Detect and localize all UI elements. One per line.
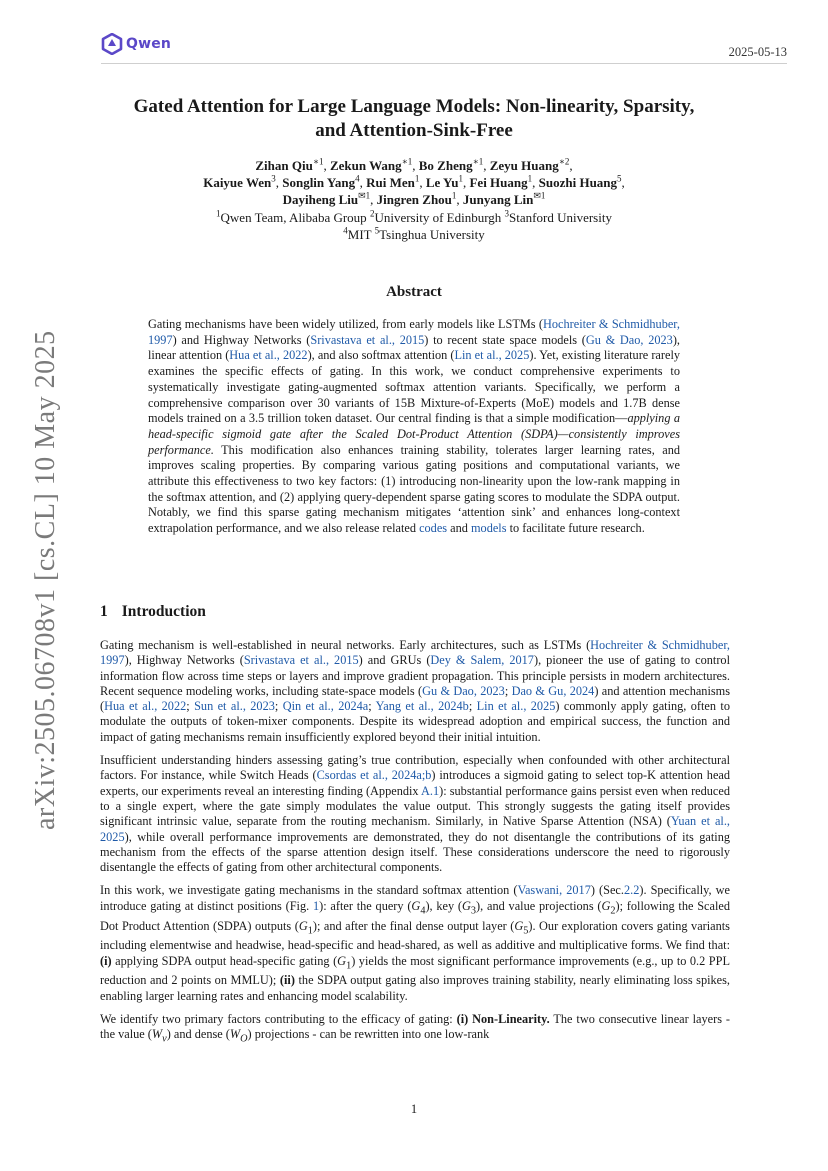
abstract-body: Gating mechanisms have been widely utilized, from early models like LSTMs (Hochreiter & Schmidhuber, 1997) and Highway Networks (Srivastava et al., 2015) to recent state space models (Gu & Dao, 2023), linear attention (Hua et al., 2022), and also softmax attention (Lin et al., 2025). Yet, existing literature rarely examines the specific effects of gating. In this work, we conduct comprehensive experiments to systematically investigate gating-augmented softmax attention variants. Specifically, we perform a comprehensive comparison over 30 variants of 15B Mixture-of-Experts (MoE) models and 1.7B dense models trained on a 3.5 trillion token dataset. Our central finding is that a simple modification—applying a head-specific sigmoid gate after the Scaled Dot-Product Attention (SDPA)—consistently improves performance. This modification also enhances training stability, tolerates larger learning rates, and improves scaling properties. By comparing various gating positions and computational variants, we attribute this effectiveness to two key factors: (1) introducing non-linearity upon the low-rank mapping in the softmax attention, and (2) applying query-dependent sparse gating scores to modulate the SDPA output. Notably, we find this sparse gating mechanism mitigates ‘attention sink’ and enhances long-context extrapolation performance, and we also release related codes and models to facilitate future research. [148, 317, 681, 536]
date: 2025-05-13 [728, 45, 787, 59]
citation-link[interactable]: Vaswani, 2017 [517, 883, 591, 898]
paragraph: Insufficient understanding hinders assessing gating’s true contribution, especially when confounded with other architectural factors. For instance, while Switch Heads (Csordas et al., 2024a;b) introduces a sigmoid gating to select top-K attention head experts, our experiments reveal an interesting finding (Appendix A.1): substantial performance gains persist even when reduced to a single expert, where the gate simply modulates the value output. This strongly suggests the gating itself provides significant intrinsic value, separate from the routing mechanism. Similarly, in Native Sparse Attention (NSA) (Yuan et al., 2025), while overall performance improvements are demonstrated, they do not disentangle the contributions of its gating mechanism from the effects of the sparse attention design itself. These considerations underscore the need to rigorously disentangle the effects of gating from other architectural components. [100, 753, 731, 875]
paragraph: Gating mechanism is well-established in neural networks. Early architectures, such as LSTMs (Hochreiter & Schmidhuber, 1997), Highway Networks (Srivastava et al., 2015) and GRUs (Dey & Salem, 2017), pioneer the use of gating to control information flow across time steps or layers and improve gradient propagation. This principle persists in modern architectures. Recent sequence modeling works, including state-space models (Gu & Dao, 2023; Dao & Gu, 2024) and attention mechanisms (Hua et al., 2022; Sun et al., 2023; Qin et al., 2024a; Yang et al., 2024b; Lin et al., 2025) commonly apply gating, often to modulate the outputs of token-mixer components. Despite its widespread adoption and empirical success, the function and impact of gating mechanisms remain insufficiently explored beyond their initial intuition. [100, 638, 730, 744]
paper-title [100, 95, 728, 143]
logo-text: Qwen [126, 36, 172, 52]
citation-link[interactable]: Lin et al., 2025 [454, 348, 530, 363]
appendix-link[interactable]: A.1 [421, 783, 440, 798]
title-line-1: Gated Attention for Large Language Models: Non-linearity, Sparsity, [133, 96, 695, 117]
citation-link[interactable]: Dao & Gu, 2024 [511, 683, 595, 698]
author: Le Yu [425, 175, 459, 191]
models-link[interactable]: models [470, 521, 507, 536]
author: Junyang Lin [462, 192, 534, 208]
citation-link[interactable]: Qin et al., 2024a [282, 699, 369, 714]
title-line-2: and Attention-Sink-Free [315, 120, 513, 141]
section-number: 1 [100, 603, 108, 620]
figure-link[interactable]: 1 [312, 898, 320, 913]
author-sup: 5 [617, 173, 622, 184]
citation-link[interactable]: Dey & Salem, 2017 [430, 653, 534, 668]
author-sup: 3 [271, 173, 276, 184]
qwen-logo [101, 33, 171, 55]
author: Fei Huang [469, 175, 528, 191]
section-heading [100, 603, 206, 621]
citation-link[interactable]: Lin et al., 2025 [476, 699, 556, 714]
qwen-logo-icon [101, 33, 123, 55]
citation-link[interactable]: Gu & Dao, 2023 [585, 332, 673, 347]
affiliation: MIT [347, 226, 375, 242]
author-sup: ∗1 [472, 156, 484, 167]
codes-link[interactable]: codes [419, 521, 448, 536]
affiliation: Stanford University [509, 209, 612, 225]
intro-body [100, 638, 730, 1055]
author-sup: ∗1 [401, 156, 413, 167]
citation-link[interactable]: Sun et al., 2023 [194, 699, 275, 714]
author: Zekun Wang [329, 158, 402, 173]
citation-link[interactable]: Srivastava et al., 2015 [310, 332, 425, 347]
author: Bo Zheng [418, 158, 473, 173]
page-number: 1 [410, 1102, 418, 1116]
citation-link[interactable]: Csordas et al., 2024a;b [316, 768, 432, 783]
section-title: Introduction [121, 603, 206, 620]
author-sup: 4 [355, 173, 360, 184]
citation-link[interactable]: Hua et al., 2022 [229, 348, 308, 363]
author: Zihan Qiu [255, 158, 313, 173]
citation-link[interactable]: Yuan et al., 2025 [100, 814, 730, 844]
author-sup: 1 [414, 173, 420, 184]
author-sup: ✉1 [358, 191, 371, 202]
arxiv-stamp [26, 330, 66, 830]
author: Songlin Yang [282, 175, 356, 191]
citation-link[interactable]: Hochreiter & Schmidhuber, 1997 [148, 317, 680, 347]
header-rule [101, 63, 787, 64]
paragraph: In this work, we investigate gating mechanisms in the standard softmax attention (Vaswani, 2017) (Sec.2.2). Specifically, we introduce gating at distinct positions (Fig. 1): after the query $(G_4)$, key $(G_3)$, and value projections $(G_2)$; following the Scaled Dot Product Attention (SDPA) outputs $(G_1)$; and after the final dense output layer $(G_5)$. Our exploration covers gating variants including elementwise and headwise, head-specific and head-shared, as well as additive and multiplicative forms. We find that: (i) applying SDPA output head-specific gating $(G_1)$ yields the most significant performance improvements (e.g., up to 0.2 PPL reduction and 2 points on MMLU); (ii) the SDPA output gating also improves training stability, nearly eliminating loss spikes, enabling larger learning rates and enhancing model scalability. [100, 883, 731, 1003]
abstract-heading: Abstract [386, 284, 442, 300]
affiliation: Qwen Team, Alibaba Group [220, 209, 370, 225]
paragraph: We identify two primary factors contributing to the efficacy of gating: (i) Non-Linearity. The two consecutive linear layers - the value $(W_v)$ and dense $(W_O)$ projections - can be rewritten into one low-rank [100, 1011, 730, 1045]
author-sup: ∗1 [312, 156, 324, 167]
affiliation: University of Edinburgh [374, 209, 505, 225]
citation-link[interactable]: Srivastava et al., 2015 [243, 653, 359, 668]
citation-link[interactable]: Hua et al., 2022 [104, 699, 187, 714]
author: Kaiyue Wen [203, 175, 272, 191]
section-link[interactable]: 2.2 [623, 883, 640, 898]
author: Dayiheng Liu [282, 192, 359, 208]
author: Suozhi Huang [538, 175, 618, 191]
arxiv-id: arXiv:2505.06708v1 [cs.CL] 10 May 2025 [30, 330, 61, 830]
citation-link[interactable]: Gu & Dao, 2023 [422, 683, 505, 698]
author: Zeyu Huang [489, 158, 559, 173]
author-sup: ∗2 [558, 156, 570, 167]
author-sup: ✉1 [533, 191, 546, 202]
affiliation: Tsinghua University [379, 226, 485, 242]
author: Jingren Zhou [376, 192, 452, 208]
author: Rui Men [366, 175, 415, 191]
author-sup: 1 [451, 191, 457, 202]
citation-link[interactable]: Hochreiter & Schmidhuber, 1997 [100, 638, 730, 668]
author-sup: 1 [527, 173, 533, 184]
author-block: Zihan Qiu$^{∗1}$, Zekun Wang$^{∗1}$, Bo Zheng$^{∗1}$, Zeyu Huang$^{∗2}$, Kaiyue Wen$^3$, Songlin Yang$^4$, Rui Men$^1$, Le Yu$^1$, Fei Huang$^1$, Suozhi Huang$^5$, Dayiheng Liu$^{✉1}$, Jingren Zhou$^1$, Junyang Lin$^{✉1}$ $^1$Qwen Team, Alibaba Group $^2$University of Edinburgh $^3$Stanford University $^4$MIT $^5$Tsinghua University [203, 156, 625, 242]
citation-link[interactable]: Yang et al., 2024b [375, 699, 469, 714]
author-sup: 1 [458, 173, 463, 184]
